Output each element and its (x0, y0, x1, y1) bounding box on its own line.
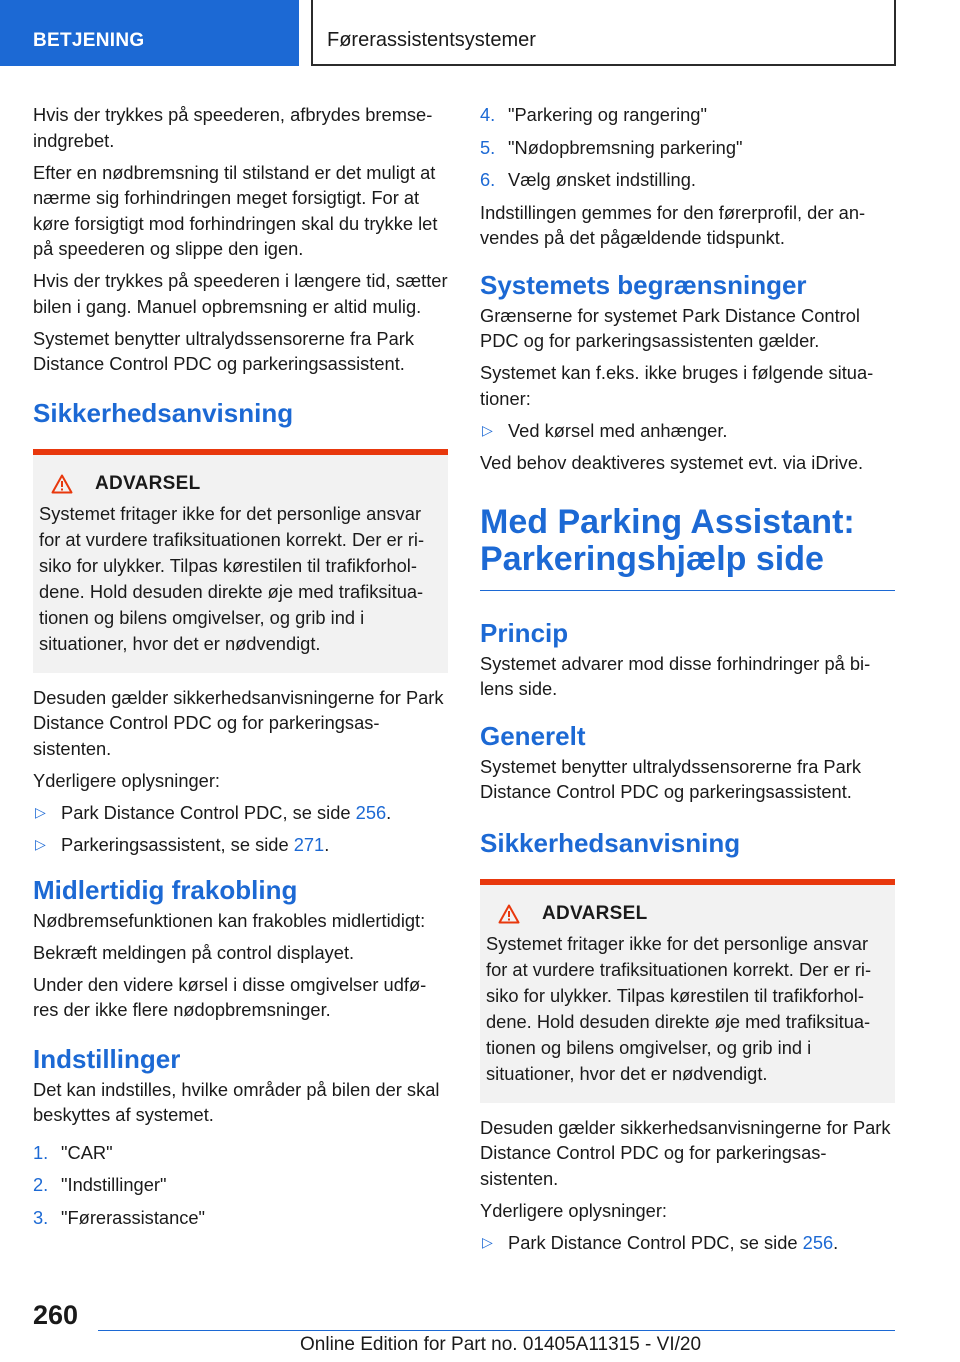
general-heading: Generelt (480, 720, 586, 751)
chapter-title: Førerassistentsystemer (327, 29, 536, 51)
step-text: "Nødopbremsning parkering" (508, 136, 743, 158)
step-text: "CAR" (61, 1141, 113, 1163)
limits-heading: Systemets begrænsninger (480, 269, 807, 300)
paragraph: Systemet benytter ultralydssensorerne fra Park Distance Control PDC og parkeringsassistent. (480, 755, 862, 802)
step-number: 1. (33, 1141, 49, 1163)
list-item (33, 1205, 448, 1231)
warning-triangle-icon (51, 474, 73, 494)
paragraph: Hvis der trykkes på speederen i længere tid, sætter bilen i gang. Manuel opbremsning er altid mulig. (33, 270, 448, 317)
paragraph: Systemet kan f.eks. ikke bruges i følgende situa-tioner: (480, 362, 874, 409)
section-tab (0, 0, 299, 66)
principle-heading: Princip (480, 617, 569, 648)
step-number: 3. (33, 1206, 49, 1228)
paragraph: Hvis der trykkes på speederen, afbrydes bremse-indgrebet. (33, 104, 433, 151)
step-number: 6. (480, 169, 496, 190)
warning-text: Systemet fritager ikke for det personlige ansvar for at vurdere trafiksituationen korrekt. Der er ri-siko for ulykker. Tilpas kørestilen til trafikforhol-dene. Hold desuden direkte øje med trafiksitua-tionen og bilens omgivelser, og grib ind i situationer, hvor det er nødvendigt. (39, 502, 425, 654)
warning-triangle-icon (498, 904, 520, 924)
warning-text: Systemet fritager ikke for det personlige ansvar for at vurdere trafiksituationen korrekt. Der er ri-siko for ulykker. Tilpas kørestilen til trafikforhol-dene. Hold desuden direkte øje med trafiksitua-tionen og bilens omgivelser, og grib ind i situationer, hvor det er nødvendigt. (486, 932, 872, 1084)
list-item-text: Park Distance Control PDC, se side 256. (508, 1231, 839, 1253)
limits-list (480, 418, 895, 444)
chapter-heading-line1: Med Parking Assistant: (480, 502, 855, 541)
left-column (33, 102, 448, 1237)
step-text: "Førerassistance" (61, 1206, 206, 1228)
paragraph: Yderligere oplysninger: (480, 1199, 667, 1221)
list-item (33, 1172, 448, 1198)
step-text: Vælg ønsket indstilling. (508, 169, 696, 190)
reference-list (480, 1230, 895, 1256)
paragraph: Desuden gælder sikkerhedsanvisningerne for Park Distance Control PDC og for parkeringsas-sistenten. (33, 686, 444, 759)
paragraph: Yderligere oplysninger: (33, 769, 220, 791)
paragraph: Efter en nødbremsning til stilstand er det muligt at nærme sig forhindringen meget forsigtigt. For at køre forsigtigt mod forhindringen skal du trykke let på speederen og slippe den igen. (33, 161, 438, 259)
paragraph: Indstillingen gemmes for den førerprofil, der an-vendes på det pågældende tidspunkt. (480, 201, 866, 248)
triangle-right-icon: ▷ (482, 421, 493, 438)
warning-title: ADVARSEL (542, 902, 648, 924)
triangle-right-icon: ▷ (35, 803, 46, 820)
list-item (480, 1230, 895, 1256)
paragraph: Bekræft meldingen på control displayet. (33, 941, 355, 963)
paragraph: Grænserne for systemet Park Distance Control PDC og for parkeringsassistenten gælder. (480, 304, 860, 351)
list-item (480, 135, 895, 161)
step-text: "Indstillinger" (61, 1174, 167, 1195)
triangle-right-icon: ▷ (482, 1233, 493, 1250)
settings-heading: Indstillinger (33, 1043, 181, 1074)
edition-text: Online Edition for Part no. 01405A11315 - VI/20 (300, 1334, 702, 1355)
paragraph: Ved behov deaktiveres systemet evt. via iDrive. (480, 452, 864, 473)
right-column (480, 102, 895, 1262)
paragraph: Systemet advarer mod disse forhindringer på bi-lens side. (480, 652, 871, 699)
list-item-text: Parkeringsassistent, se side 271. (61, 834, 330, 855)
step-number: 5. (480, 136, 496, 158)
steps-list (33, 1140, 448, 1231)
section-title: BETJENING (33, 30, 145, 51)
warning-header (39, 473, 442, 495)
list-item (33, 832, 448, 858)
step-text: "Parkering og rangering" (508, 104, 707, 125)
step-number: 2. (33, 1174, 49, 1195)
page-link[interactable]: 271 (293, 834, 325, 855)
steps-list (480, 102, 895, 193)
warning-title: ADVARSEL (95, 472, 201, 494)
reference-list (33, 800, 448, 858)
safety-heading: Sikkerhedsanvisning (480, 827, 741, 858)
chapter-tab (311, 0, 896, 66)
list-item (480, 102, 895, 128)
paragraph: Det kan indstilles, hvilke områder på bilen der skal beskyttes af systemet. (33, 1078, 440, 1125)
footer-rule (98, 1330, 895, 1331)
chapter-heading-line2: Parkeringshjælp side (480, 539, 824, 578)
safety-heading: Sikkerhedsanvisning (33, 397, 294, 428)
list-item (33, 800, 448, 826)
page-number: 260 (33, 1300, 79, 1330)
list-item-text: Park Distance Control PDC, se side 256. (61, 801, 392, 823)
list-item-text: Ved kørsel med anhænger. (508, 419, 728, 441)
step-number: 4. (480, 104, 496, 125)
disable-heading: Midlertidig frakobling (33, 874, 298, 905)
paragraph: Desuden gælder sikkerhedsanvisningerne for Park Distance Control PDC og for parkeringsas-sistenten. (480, 1116, 891, 1189)
list-item (33, 1140, 448, 1166)
warning-header (486, 903, 889, 925)
list-item (480, 418, 895, 444)
paragraph: Nødbremsefunktionen kan frakobles midlertidigt: (33, 909, 426, 931)
page-link[interactable]: 256 (355, 801, 387, 823)
list-item (480, 167, 895, 193)
warning-box (33, 449, 448, 673)
chapter-heading-block (480, 504, 895, 590)
paragraph: Under den videre kørsel i disse omgivelser udfø-res der ikke flere nødopbremsninger. (33, 973, 427, 1020)
triangle-right-icon: ▷ (35, 836, 46, 852)
paragraph: Systemet benytter ultralydssensorerne fra Park Distance Control PDC og parkeringsassistent. (33, 327, 415, 374)
warning-box (480, 879, 895, 1103)
page-link[interactable]: 256 (802, 1231, 834, 1253)
heading-rule (480, 590, 895, 591)
